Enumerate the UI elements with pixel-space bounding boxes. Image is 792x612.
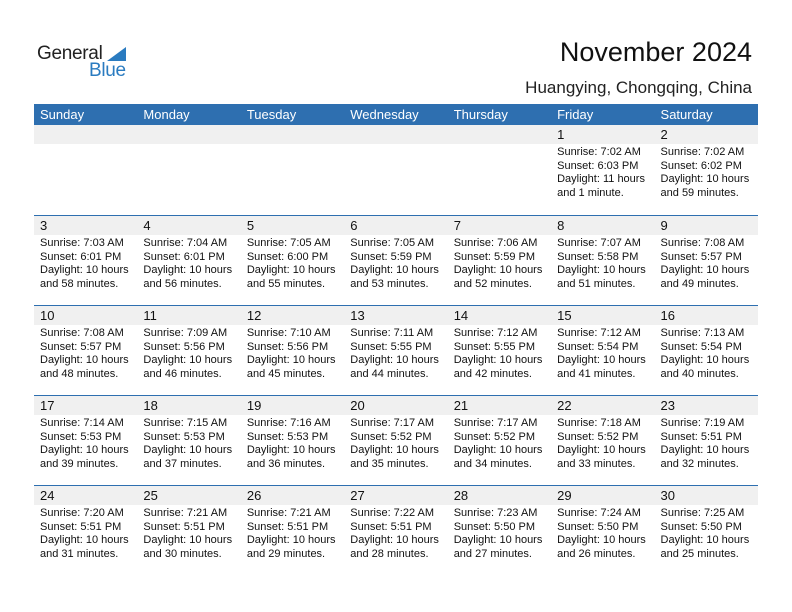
day-cell [448, 216, 551, 305]
sunset-time: Sunset: 5:59 PM [350, 250, 432, 263]
daylight-minutes: and 34 minutes. [453, 457, 532, 470]
daylight-hours: Daylight: 10 hours [350, 444, 439, 456]
day-cell [344, 486, 447, 575]
day-sun-info [551, 505, 654, 561]
sunrise-time: Sunrise: 7:21 AM [143, 507, 228, 519]
day-cell [34, 486, 137, 575]
day-cell [344, 216, 447, 305]
sunrise-time: Sunrise: 7:22 AM [350, 507, 435, 519]
day-number: 18 [137, 396, 240, 415]
day-sun-info [241, 415, 344, 471]
sunset-time: Sunset: 5:51 PM [246, 520, 329, 533]
day-cell [448, 486, 551, 575]
daylight-hours: Daylight: 10 hours [453, 354, 543, 366]
day-number: 10 [34, 306, 137, 325]
sunrise-time: Sunrise: 7:12 AM [453, 327, 538, 339]
day-number: 2 [655, 125, 758, 144]
day-sun-info [448, 505, 551, 561]
daylight-minutes: and 32 minutes. [660, 457, 739, 470]
daylight-hours: Daylight: 10 hours [40, 264, 129, 276]
daylight-minutes: and 42 minutes. [453, 367, 532, 380]
sunset-time: Sunset: 5:58 PM [557, 250, 639, 263]
day-cell [241, 216, 344, 305]
weekday-header-thursday: Thursday [453, 107, 508, 122]
sunrise-time: Sunrise: 7:08 AM [660, 237, 745, 249]
sunset-time: Sunset: 6:01 PM [40, 250, 122, 263]
daylight-minutes: and 39 minutes. [40, 457, 119, 470]
day-number [241, 125, 344, 144]
day-cell [34, 216, 137, 305]
day-number: 6 [344, 216, 447, 235]
daylight-hours: Daylight: 10 hours [143, 354, 233, 366]
sunset-time: Sunset: 5:53 PM [143, 430, 225, 443]
sunrise-time: Sunrise: 7:14 AM [40, 417, 124, 429]
daylight-hours: Daylight: 10 hours [660, 354, 750, 366]
sunset-time: Sunset: 5:50 PM [660, 520, 742, 533]
day-cell [655, 125, 758, 215]
day-sun-info [137, 235, 240, 291]
logo-triangle-icon [107, 47, 126, 61]
weekday-header-sunday: Sunday [40, 107, 85, 122]
daylight-minutes: and 59 minutes. [660, 186, 739, 199]
page-title: November 2024 [559, 37, 752, 67]
day-sun-info [551, 415, 654, 471]
sunrise-time: Sunrise: 7:13 AM [660, 327, 745, 339]
day-number: 5 [241, 216, 344, 235]
day-number: 7 [448, 216, 551, 235]
sunset-time: Sunset: 5:51 PM [143, 520, 225, 533]
empty-day-cell [344, 125, 447, 215]
weekday-header-friday: Friday [557, 107, 594, 122]
daylight-minutes: and 29 minutes. [246, 547, 326, 560]
day-number: 24 [34, 486, 137, 505]
day-sun-info [551, 144, 654, 200]
daylight-hours: Daylight: 10 hours [143, 264, 233, 276]
day-sun-info [137, 325, 240, 381]
daylight-minutes: and 55 minutes. [246, 277, 326, 290]
sunrise-time: Sunrise: 7:03 AM [40, 237, 124, 249]
day-sun-info [344, 415, 447, 471]
day-number: 14 [448, 306, 551, 325]
day-number [137, 125, 240, 144]
daylight-hours: Daylight: 10 hours [246, 264, 336, 276]
sunrise-time: Sunrise: 7:09 AM [143, 327, 228, 339]
day-cell [551, 396, 654, 485]
sunset-time: Sunset: 5:53 PM [246, 430, 329, 443]
day-number: 13 [344, 306, 447, 325]
daylight-minutes: and 52 minutes. [453, 277, 532, 290]
sunrise-time: Sunrise: 7:15 AM [143, 417, 228, 429]
day-sun-info [241, 235, 344, 291]
daylight-minutes: and 48 minutes. [40, 367, 119, 380]
day-sun-info [344, 325, 447, 381]
daylight-minutes: and 27 minutes. [453, 547, 532, 560]
sunrise-time: Sunrise: 7:17 AM [453, 417, 538, 429]
sunset-time: Sunset: 5:55 PM [350, 340, 432, 353]
sunset-time: Sunset: 5:59 PM [453, 250, 536, 263]
day-sun-info [655, 325, 758, 381]
sunrise-time: Sunrise: 7:05 AM [350, 237, 435, 249]
daylight-hours: Daylight: 10 hours [40, 444, 129, 456]
sunrise-time: Sunrise: 7:02 AM [660, 146, 745, 158]
daylight-minutes: and 56 minutes. [143, 277, 222, 290]
calendar-grid [34, 104, 758, 575]
weekday-header-row [34, 104, 758, 125]
day-number: 4 [137, 216, 240, 235]
empty-day-cell [241, 125, 344, 215]
daylight-minutes: and 33 minutes. [557, 457, 636, 470]
week-row [34, 485, 758, 575]
weekday-header-saturday: Saturday [660, 107, 713, 122]
day-number: 1 [551, 125, 654, 144]
day-sun-info [241, 505, 344, 561]
logo [37, 43, 137, 83]
daylight-minutes: and 58 minutes. [40, 277, 119, 290]
daylight-minutes: and 37 minutes. [143, 457, 222, 470]
location-subtitle: Huangying, Chongqing, China [525, 78, 752, 97]
week-row [34, 215, 758, 305]
daylight-minutes: and 44 minutes. [350, 367, 429, 380]
day-cell [655, 216, 758, 305]
day-cell [344, 306, 447, 395]
sunrise-time: Sunrise: 7:17 AM [350, 417, 435, 429]
sunrise-time: Sunrise: 7:23 AM [453, 507, 538, 519]
sunset-time: Sunset: 5:55 PM [453, 340, 536, 353]
sunset-time: Sunset: 5:57 PM [660, 250, 742, 263]
day-number: 8 [551, 216, 654, 235]
sunset-time: Sunset: 5:51 PM [350, 520, 432, 533]
day-number: 30 [655, 486, 758, 505]
day-sun-info [34, 235, 137, 291]
sunset-time: Sunset: 5:51 PM [660, 430, 742, 443]
daylight-hours: Daylight: 10 hours [246, 354, 336, 366]
daylight-hours: Daylight: 10 hours [557, 444, 646, 456]
day-number: 27 [344, 486, 447, 505]
day-number: 29 [551, 486, 654, 505]
daylight-hours: Daylight: 10 hours [40, 354, 129, 366]
daylight-minutes: and 41 minutes. [557, 367, 636, 380]
sunset-time: Sunset: 5:52 PM [350, 430, 432, 443]
week-row [34, 125, 758, 215]
sunrise-time: Sunrise: 7:25 AM [660, 507, 745, 519]
daylight-hours: Daylight: 10 hours [660, 444, 750, 456]
daylight-minutes: and 35 minutes. [350, 457, 429, 470]
sunrise-time: Sunrise: 7:07 AM [557, 237, 641, 249]
daylight-hours: Daylight: 10 hours [557, 534, 646, 546]
sunset-time: Sunset: 5:50 PM [453, 520, 536, 533]
day-sun-info [137, 415, 240, 471]
day-cell [34, 396, 137, 485]
day-number: 21 [448, 396, 551, 415]
sunrise-time: Sunrise: 7:05 AM [246, 237, 331, 249]
daylight-hours: Daylight: 10 hours [453, 534, 543, 546]
sunrise-time: Sunrise: 7:16 AM [246, 417, 331, 429]
day-number [34, 125, 137, 144]
day-cell [448, 306, 551, 395]
day-number: 19 [241, 396, 344, 415]
day-sun-info [655, 144, 758, 200]
day-cell [137, 396, 240, 485]
day-cell [551, 216, 654, 305]
day-number: 12 [241, 306, 344, 325]
sunset-time: Sunset: 5:54 PM [557, 340, 639, 353]
sunset-time: Sunset: 5:52 PM [453, 430, 536, 443]
day-cell [34, 306, 137, 395]
daylight-hours: Daylight: 10 hours [246, 534, 336, 546]
day-cell [655, 396, 758, 485]
sunrise-time: Sunrise: 7:04 AM [143, 237, 228, 249]
sunset-time: Sunset: 5:54 PM [660, 340, 742, 353]
day-sun-info [448, 325, 551, 381]
sunset-time: Sunset: 5:50 PM [557, 520, 639, 533]
day-sun-info [551, 235, 654, 291]
daylight-minutes: and 53 minutes. [350, 277, 429, 290]
day-number: 17 [34, 396, 137, 415]
sunset-time: Sunset: 5:57 PM [40, 340, 122, 353]
day-cell [241, 486, 344, 575]
day-sun-info [344, 505, 447, 561]
daylight-hours: Daylight: 10 hours [143, 444, 233, 456]
daylight-minutes: and 28 minutes. [350, 547, 429, 560]
day-number: 15 [551, 306, 654, 325]
sunrise-time: Sunrise: 7:19 AM [660, 417, 745, 429]
sunset-time: Sunset: 5:52 PM [557, 430, 639, 443]
day-number: 20 [344, 396, 447, 415]
daylight-minutes: and 46 minutes. [143, 367, 222, 380]
daylight-hours: Daylight: 10 hours [557, 354, 646, 366]
daylight-minutes: and 1 minute. [557, 186, 624, 199]
sunset-time: Sunset: 6:01 PM [143, 250, 225, 263]
daylight-hours: Daylight: 10 hours [350, 534, 439, 546]
daylight-hours: Daylight: 10 hours [660, 264, 750, 276]
daylight-minutes: and 40 minutes. [660, 367, 739, 380]
sunset-time: Sunset: 6:00 PM [246, 250, 329, 263]
daylight-hours: Daylight: 10 hours [660, 534, 750, 546]
sunrise-time: Sunrise: 7:08 AM [40, 327, 124, 339]
daylight-minutes: and 49 minutes. [660, 277, 739, 290]
day-number: 9 [655, 216, 758, 235]
empty-day-cell [448, 125, 551, 215]
day-sun-info [344, 235, 447, 291]
day-sun-info [34, 415, 137, 471]
day-cell [551, 306, 654, 395]
day-number: 26 [241, 486, 344, 505]
day-sun-info [448, 415, 551, 471]
day-number: 3 [34, 216, 137, 235]
day-cell [137, 486, 240, 575]
day-cell [137, 216, 240, 305]
daylight-hours: Daylight: 10 hours [453, 264, 543, 276]
sunset-time: Sunset: 6:03 PM [557, 159, 639, 172]
weekday-header-wednesday: Wednesday [350, 107, 419, 122]
daylight-minutes: and 36 minutes. [246, 457, 326, 470]
day-number: 25 [137, 486, 240, 505]
daylight-minutes: and 25 minutes. [660, 547, 739, 560]
day-number: 23 [655, 396, 758, 415]
sunrise-time: Sunrise: 7:12 AM [557, 327, 641, 339]
logo-general-text: General [37, 43, 103, 64]
logo-blue-text: Blue [89, 60, 126, 81]
daylight-hours: Daylight: 10 hours [350, 354, 439, 366]
sunrise-time: Sunrise: 7:10 AM [246, 327, 331, 339]
day-number: 16 [655, 306, 758, 325]
day-number [344, 125, 447, 144]
calendar-weeks [34, 125, 758, 575]
day-sun-info [655, 415, 758, 471]
day-cell [551, 486, 654, 575]
sunrise-time: Sunrise: 7:20 AM [40, 507, 124, 519]
empty-day-cell [137, 125, 240, 215]
sunset-time: Sunset: 6:02 PM [660, 159, 742, 172]
day-number: 22 [551, 396, 654, 415]
weekday-header-tuesday: Tuesday [246, 107, 297, 122]
sunset-time: Sunset: 5:56 PM [143, 340, 225, 353]
day-cell [655, 486, 758, 575]
sunset-time: Sunset: 5:53 PM [40, 430, 122, 443]
daylight-hours: Daylight: 10 hours [246, 444, 336, 456]
day-sun-info [551, 325, 654, 381]
day-number: 11 [137, 306, 240, 325]
empty-day-cell [34, 125, 137, 215]
day-cell [551, 125, 654, 215]
day-sun-info [448, 235, 551, 291]
sunrise-time: Sunrise: 7:24 AM [557, 507, 641, 519]
day-sun-info [34, 325, 137, 381]
daylight-hours: Daylight: 10 hours [143, 534, 233, 546]
day-cell [241, 396, 344, 485]
day-number: 28 [448, 486, 551, 505]
daylight-minutes: and 26 minutes. [557, 547, 636, 560]
week-row [34, 305, 758, 395]
day-sun-info [137, 505, 240, 561]
day-cell [344, 396, 447, 485]
sunset-time: Sunset: 5:56 PM [246, 340, 329, 353]
day-cell [241, 306, 344, 395]
day-sun-info [241, 325, 344, 381]
sunrise-time: Sunrise: 7:02 AM [557, 146, 641, 158]
day-sun-info [655, 235, 758, 291]
day-sun-info [655, 505, 758, 561]
daylight-hours: Daylight: 10 hours [40, 534, 129, 546]
sunrise-time: Sunrise: 7:21 AM [246, 507, 331, 519]
day-number [448, 125, 551, 144]
daylight-minutes: and 30 minutes. [143, 547, 222, 560]
daylight-hours: Daylight: 10 hours [453, 444, 543, 456]
weekday-header-monday: Monday [143, 107, 190, 122]
daylight-hours: Daylight: 10 hours [660, 173, 750, 185]
daylight-minutes: and 51 minutes. [557, 277, 636, 290]
day-sun-info [34, 505, 137, 561]
sunrise-time: Sunrise: 7:11 AM [350, 327, 434, 339]
day-cell [448, 396, 551, 485]
day-cell [655, 306, 758, 395]
daylight-minutes: and 45 minutes. [246, 367, 326, 380]
daylight-hours: Daylight: 11 hours [557, 173, 645, 185]
daylight-hours: Daylight: 10 hours [557, 264, 646, 276]
day-cell [137, 306, 240, 395]
sunrise-time: Sunrise: 7:06 AM [453, 237, 538, 249]
week-row [34, 395, 758, 485]
daylight-hours: Daylight: 10 hours [350, 264, 439, 276]
sunset-time: Sunset: 5:51 PM [40, 520, 122, 533]
daylight-minutes: and 31 minutes. [40, 547, 119, 560]
sunrise-time: Sunrise: 7:18 AM [557, 417, 641, 429]
